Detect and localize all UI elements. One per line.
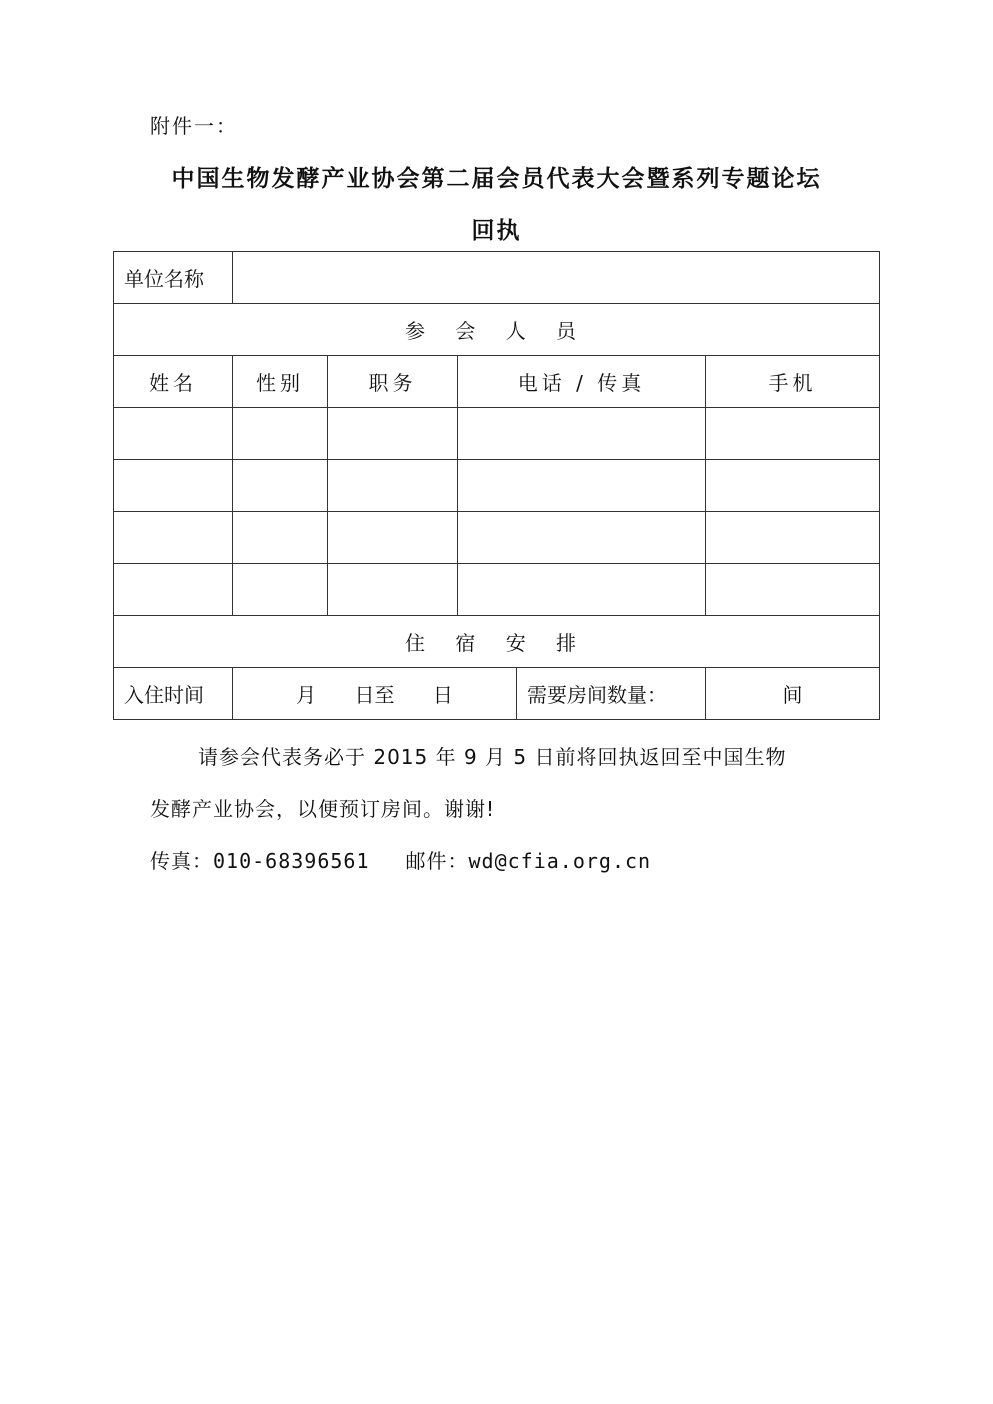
- attendee-phone-cell[interactable]: [458, 564, 706, 616]
- lodging-section-row: [114, 616, 880, 668]
- attendee-name-cell[interactable]: [114, 564, 233, 616]
- rooms-label: 需要房间数量：: [517, 668, 706, 720]
- contact-line: [150, 845, 651, 874]
- instruction-line-1: 请参会代表务必于 2015 年 9 月 5 日前将回执返回至中国生物: [198, 745, 787, 769]
- rooms-count-field[interactable]: [706, 668, 880, 720]
- column-header-gender: 性别: [233, 356, 328, 408]
- document-title: 中国生物发酵产业协会第二届会员代表大会暨系列专题论坛: [171, 166, 822, 192]
- attendees-section-header: 参 会 人 员: [114, 304, 880, 356]
- registration-form-table: [113, 251, 880, 720]
- attendee-mobile-cell[interactable]: [706, 460, 880, 512]
- instruction-line-2: 发酵产业协会，以便预订房间。谢谢!: [150, 797, 496, 821]
- attendee-mobile-cell[interactable]: [706, 564, 880, 616]
- attendees-section-row: [114, 304, 880, 356]
- column-header-position: 职务: [328, 356, 458, 408]
- attendee-header-row: [114, 356, 880, 408]
- table-row: [114, 564, 880, 616]
- attendee-gender-cell[interactable]: [233, 460, 328, 512]
- attendee-position-cell[interactable]: [328, 512, 458, 564]
- column-header-phone-fax: 电话 / 传真: [458, 356, 706, 408]
- table-row: [114, 408, 880, 460]
- checkin-label: 入住时间: [114, 668, 233, 720]
- attendee-position-cell[interactable]: [328, 460, 458, 512]
- attendee-mobile-cell[interactable]: [706, 512, 880, 564]
- column-header-mobile: 手机: [706, 356, 880, 408]
- attendee-name-cell[interactable]: [114, 512, 233, 564]
- attendee-gender-cell[interactable]: [233, 408, 328, 460]
- attendee-position-cell[interactable]: [328, 408, 458, 460]
- unit-name-label: 单位名称: [114, 252, 233, 304]
- attendee-position-cell[interactable]: [328, 564, 458, 616]
- column-header-name: 姓名: [114, 356, 233, 408]
- unit-name-field[interactable]: [233, 252, 880, 304]
- attendee-gender-cell[interactable]: [233, 512, 328, 564]
- email-link[interactable]: 邮件：wd@cfia.org.cn: [405, 849, 652, 873]
- lodging-detail-row: [114, 668, 880, 720]
- attendee-gender-cell[interactable]: [233, 564, 328, 616]
- checkin-date-field[interactable]: 月 日至 日: [233, 668, 517, 720]
- document-subtitle: 回执: [471, 218, 522, 244]
- unit-name-row: [114, 252, 880, 304]
- lodging-section-header: 住 宿 安 排: [114, 616, 880, 668]
- table-row: [114, 512, 880, 564]
- rooms-unit: 间: [782, 683, 803, 707]
- fax-info: 传真：010-68396561: [150, 849, 370, 873]
- attendee-mobile-cell[interactable]: [706, 408, 880, 460]
- attendee-phone-cell[interactable]: [458, 460, 706, 512]
- attendee-name-cell[interactable]: [114, 460, 233, 512]
- attendee-phone-cell[interactable]: [458, 512, 706, 564]
- table-row: [114, 460, 880, 512]
- attendee-name-cell[interactable]: [114, 408, 233, 460]
- attendee-phone-cell[interactable]: [458, 408, 706, 460]
- annex-label: 附件一：: [150, 114, 238, 138]
